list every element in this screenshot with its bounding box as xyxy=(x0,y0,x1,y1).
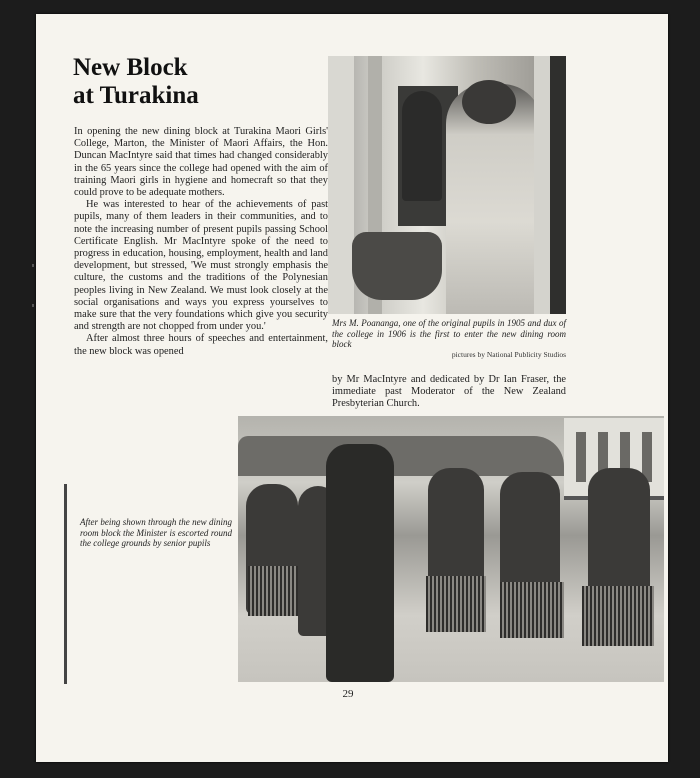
scan-speck xyxy=(32,304,34,307)
page-number: 29 xyxy=(342,688,354,700)
photo-top-caption: Mrs M. Poananga, one of the original pupils in 1905 and dux of the college in 1906 is the first to enter the new dining room block xyxy=(332,318,566,350)
photo-piupiu-skirt xyxy=(582,586,654,646)
paragraph-2: He was interested to hear of the achievements of past pupils, many of them leaders in their communities, and to note the increasing number of present pupils passing School Certificate English. Mr MacIntyre spoke of the need to progress in education, housing, employment, health and land development, but stressed, 'We must strongly emphasis the culture, the customs and the traditions of the Polynesian peoples living in New Zealand. We must look closely at the social organisations and ways you express yourselves to make sure that the very foundations which give you security and strength are not chopped from under you.' xyxy=(74,199,328,333)
photo-trees xyxy=(238,436,564,476)
binding-edge xyxy=(64,484,67,684)
magazine-page xyxy=(36,14,668,762)
photo-bottom-caption: After being shown through the new dining room block the Minister is escorted round the college grounds by senior pupils xyxy=(80,517,232,549)
title-line-1: New Block xyxy=(73,54,188,81)
photo-piupiu-skirt xyxy=(248,566,298,616)
article-continuation: by Mr MacIntyre and dedicated by Dr Ian Fraser, the immediate past Moderator of the New Zealand Presbyterian Church. xyxy=(332,374,566,410)
photo-window xyxy=(576,432,586,482)
photo-woven-bag xyxy=(352,232,442,300)
title-line-2: at Turakina xyxy=(73,82,199,109)
photo-man-figure xyxy=(402,91,442,201)
photo-piupiu-skirt xyxy=(426,576,486,632)
photo-piupiu-skirt xyxy=(500,582,564,638)
paragraph-3: After almost three hours of speeches and entertainment, the new block was opened xyxy=(74,333,328,357)
photo-woman-head xyxy=(462,80,516,124)
photo-pillar xyxy=(550,56,566,314)
photo-minister-figure xyxy=(326,444,394,682)
photo-pillar xyxy=(534,56,550,314)
photo-minister-escorted xyxy=(238,416,664,682)
paragraph-1: In opening the new dining block at Turakina Maori Girls' College, Marton, the Minister of Maori Affairs, the Hon. Duncan MacIntyre said that times had changed considerably in the 65 years since the college had opened with the aim of training Maori girls in hygiene and homecraft so that they could prove to be adequate mothers. xyxy=(74,126,328,199)
photo-pillar xyxy=(328,56,354,314)
photo-credit: pictures by National Publicity Studios xyxy=(451,350,566,359)
article-title xyxy=(73,54,313,110)
article-body xyxy=(74,126,328,358)
scan-speck xyxy=(32,264,34,267)
photo-woman-entering-block xyxy=(328,56,566,314)
